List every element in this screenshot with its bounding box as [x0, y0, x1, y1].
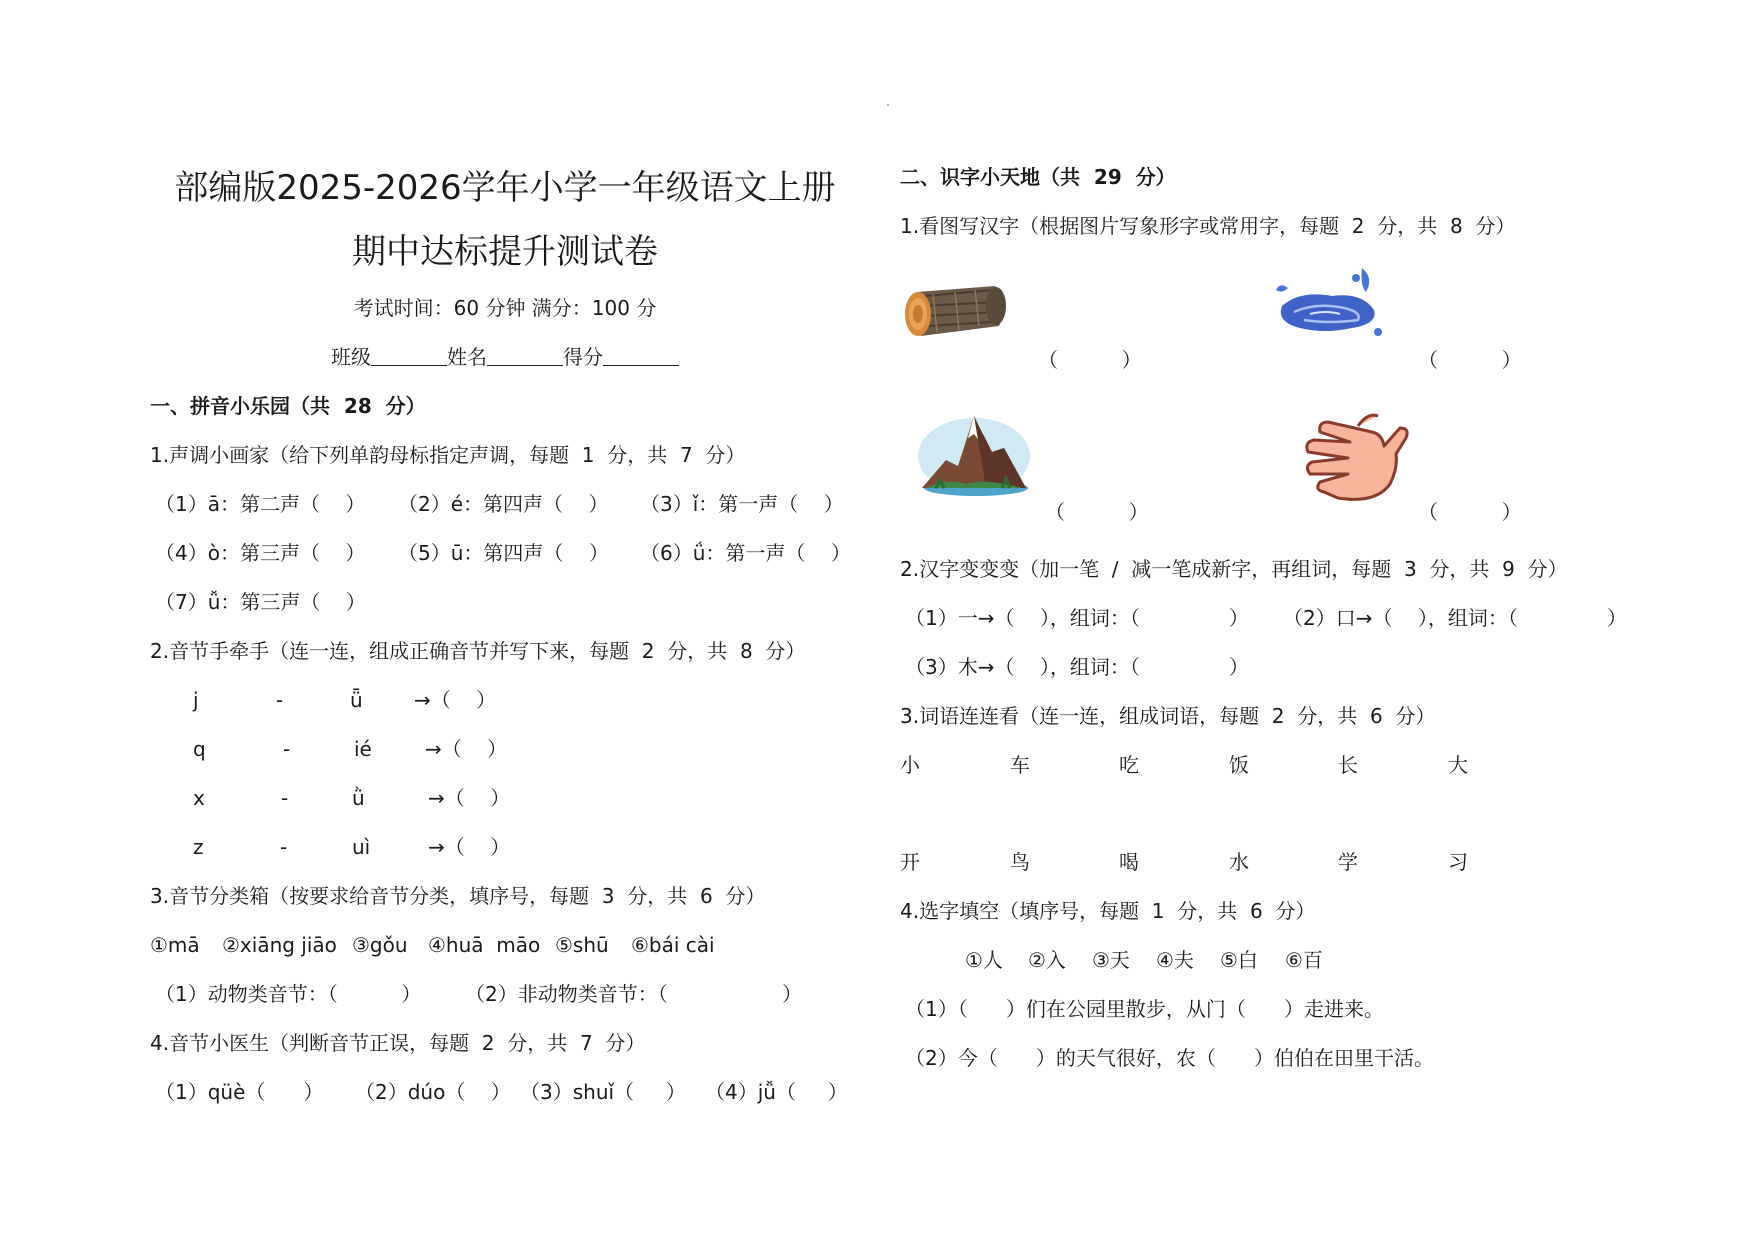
word-bottom-5[interactable]: 学	[1338, 850, 1358, 874]
syllable-option-5: ⑤shū	[555, 933, 609, 957]
mountain-answer-paren: （ ）	[1045, 500, 1149, 524]
word-top-1[interactable]: 小	[900, 753, 920, 777]
water-picture	[1270, 262, 1390, 342]
char-change-item-3: （3）木→（ ），组词：（ ）	[905, 655, 1249, 679]
word-bottom-6[interactable]: 习	[1448, 850, 1468, 874]
word-bottom-1[interactable]: 开	[900, 850, 920, 874]
fill-sentence-1: （1）（ ）们在公园里散步，从门（ ）走进来。	[905, 997, 1385, 1021]
syllable-initial-4: z	[193, 835, 204, 859]
char-change-item-1: （1）一→（ ），组词：（ ）	[905, 606, 1249, 630]
score-label: 得分	[563, 345, 603, 369]
syllable-initial-1: j	[193, 688, 199, 712]
tone-item-6: （6）ǘ：第一声（ ）	[640, 541, 851, 565]
p1-q4-stem: 4.音节小医生（判断音节正误，每题 2 分，共 7 分）	[150, 1031, 646, 1055]
hand-picture	[1298, 402, 1410, 506]
syllable-option-4: ④huā māo	[428, 933, 541, 957]
char-option-5: ⑤白	[1220, 948, 1258, 972]
log-answer-paren: （ ）	[1038, 348, 1142, 372]
char-change-item-2: （2）口→（ ），组词：（ ）	[1283, 606, 1627, 630]
fill-sentence-2: （2）今（ ）的天气很好，农（ ）伯伯在田里干活。	[905, 1046, 1435, 1070]
judge-item-2: （2）dúo（ ）	[355, 1080, 511, 1104]
char-option-6: ⑥百	[1285, 948, 1323, 972]
tone-item-4: （4）ò：第三声（ ）	[155, 541, 366, 565]
water-answer-paren: （ ）	[1418, 348, 1522, 372]
class-label: 班级	[331, 345, 371, 369]
char-option-1: ①人	[965, 948, 1003, 972]
syllable-final-4: uì	[352, 835, 371, 859]
char-option-3: ③天	[1092, 948, 1130, 972]
page-subtitle: 期中达标提升测试卷	[352, 232, 658, 272]
syllable-answer-3: →（ ）	[428, 786, 511, 810]
p2-q4-stem: 4.选字填空（填序号，每题 1 分，共 6 分）	[900, 899, 1316, 923]
char-option-2: ②入	[1028, 948, 1066, 972]
syllable-final-3: ǜ	[352, 786, 365, 810]
syllable-answer-4: →（ ）	[428, 835, 511, 859]
syllable-option-6: ⑥bái cài	[631, 933, 715, 957]
tone-item-7: （7）ǚ：第三声（ ）	[155, 590, 366, 614]
p2-q2-stem: 2.汉字变变变（加一笔 / 减一笔成新字，再组词，每题 3 分，共 9 分）	[900, 557, 1568, 581]
exam-info: 考试时间：60 分钟 满分：100 分	[353, 296, 657, 320]
char-option-4: ④夫	[1156, 948, 1194, 972]
syllable-option-1: ①mā	[150, 933, 200, 957]
p2-q1-stem: 1.看图写汉字（根据图片写象形字或常用字，每题 2 分，共 8 分）	[900, 214, 1516, 238]
syllable-final-1: ǖ	[350, 688, 363, 712]
judge-item-1: （1）qüè（ ）	[155, 1080, 324, 1104]
p1-q2-stem: 2.音节手牵手（连一连，组成正确音节并写下来，每题 2 分，共 8 分）	[150, 639, 806, 663]
log-picture	[903, 282, 1013, 344]
mountain-picture	[916, 408, 1032, 500]
p2-q3-stem: 3.词语连连看（连一连，组成词语，每题 2 分，共 6 分）	[900, 704, 1436, 728]
score-blank[interactable]	[603, 347, 679, 366]
syllable-initial-2: q	[193, 737, 206, 761]
word-top-6[interactable]: 大	[1448, 753, 1468, 777]
student-info	[0, 343, 1010, 371]
syllable-dash-4: -	[280, 835, 288, 859]
syllable-option-3: ③gǒu	[352, 933, 408, 957]
judge-item-4: （4）jǚ（ ）	[705, 1080, 848, 1104]
syllable-answer-1: →（ ）	[414, 688, 497, 712]
syllable-dash-2: -	[283, 737, 291, 761]
class-blank[interactable]	[371, 347, 447, 366]
syllable-dash-3: -	[281, 786, 289, 810]
syllable-option-2: ②xiāng jiāo	[222, 933, 337, 957]
word-bottom-4[interactable]: 水	[1229, 850, 1249, 874]
word-top-5[interactable]: 长	[1338, 753, 1358, 777]
name-blank[interactable]	[487, 347, 563, 366]
non-animal-syllables-line: （2）非动物类音节：（ ）	[465, 982, 803, 1006]
name-label: 姓名	[447, 345, 487, 369]
page-title: 部编版2025-2026学年小学一年级语文上册	[174, 168, 836, 208]
p1-q3-stem: 3.音节分类箱（按要求给音节分类，填序号，每题 3 分，共 6 分）	[150, 884, 766, 908]
judge-item-3: （3）shuǐ（ ）	[520, 1080, 686, 1104]
word-top-4[interactable]: 饭	[1229, 753, 1249, 777]
section-2-heading: 二、识字小天地（共 29 分）	[900, 165, 1176, 189]
word-top-2[interactable]: 车	[1010, 753, 1030, 777]
p1-q1-stem: 1.声调小画家（给下列单韵母标指定声调，每题 1 分，共 7 分）	[150, 443, 746, 467]
section-1-heading: 一、拼音小乐园（共 28 分）	[150, 394, 426, 418]
word-top-3[interactable]: 吃	[1119, 753, 1139, 777]
tone-item-2: （2）é：第四声（ ）	[398, 492, 609, 516]
tone-item-3: （3）ǐ：第一声（ ）	[640, 492, 844, 516]
hand-answer-paren: （ ）	[1418, 500, 1522, 524]
syllable-final-2: ié	[354, 737, 372, 761]
syllable-initial-3: x	[193, 786, 205, 810]
syllable-dash-1: -	[276, 688, 284, 712]
animal-syllables-line: （1）动物类音节：（ ）	[155, 982, 422, 1006]
tone-item-1: （1）ā：第二声（ ）	[155, 492, 366, 516]
page-mark	[887, 104, 889, 106]
syllable-answer-2: →（ ）	[425, 737, 508, 761]
word-bottom-3[interactable]: 喝	[1119, 850, 1139, 874]
tone-item-5: （5）ū：第四声（ ）	[398, 541, 609, 565]
word-bottom-2[interactable]: 鸟	[1010, 850, 1030, 874]
